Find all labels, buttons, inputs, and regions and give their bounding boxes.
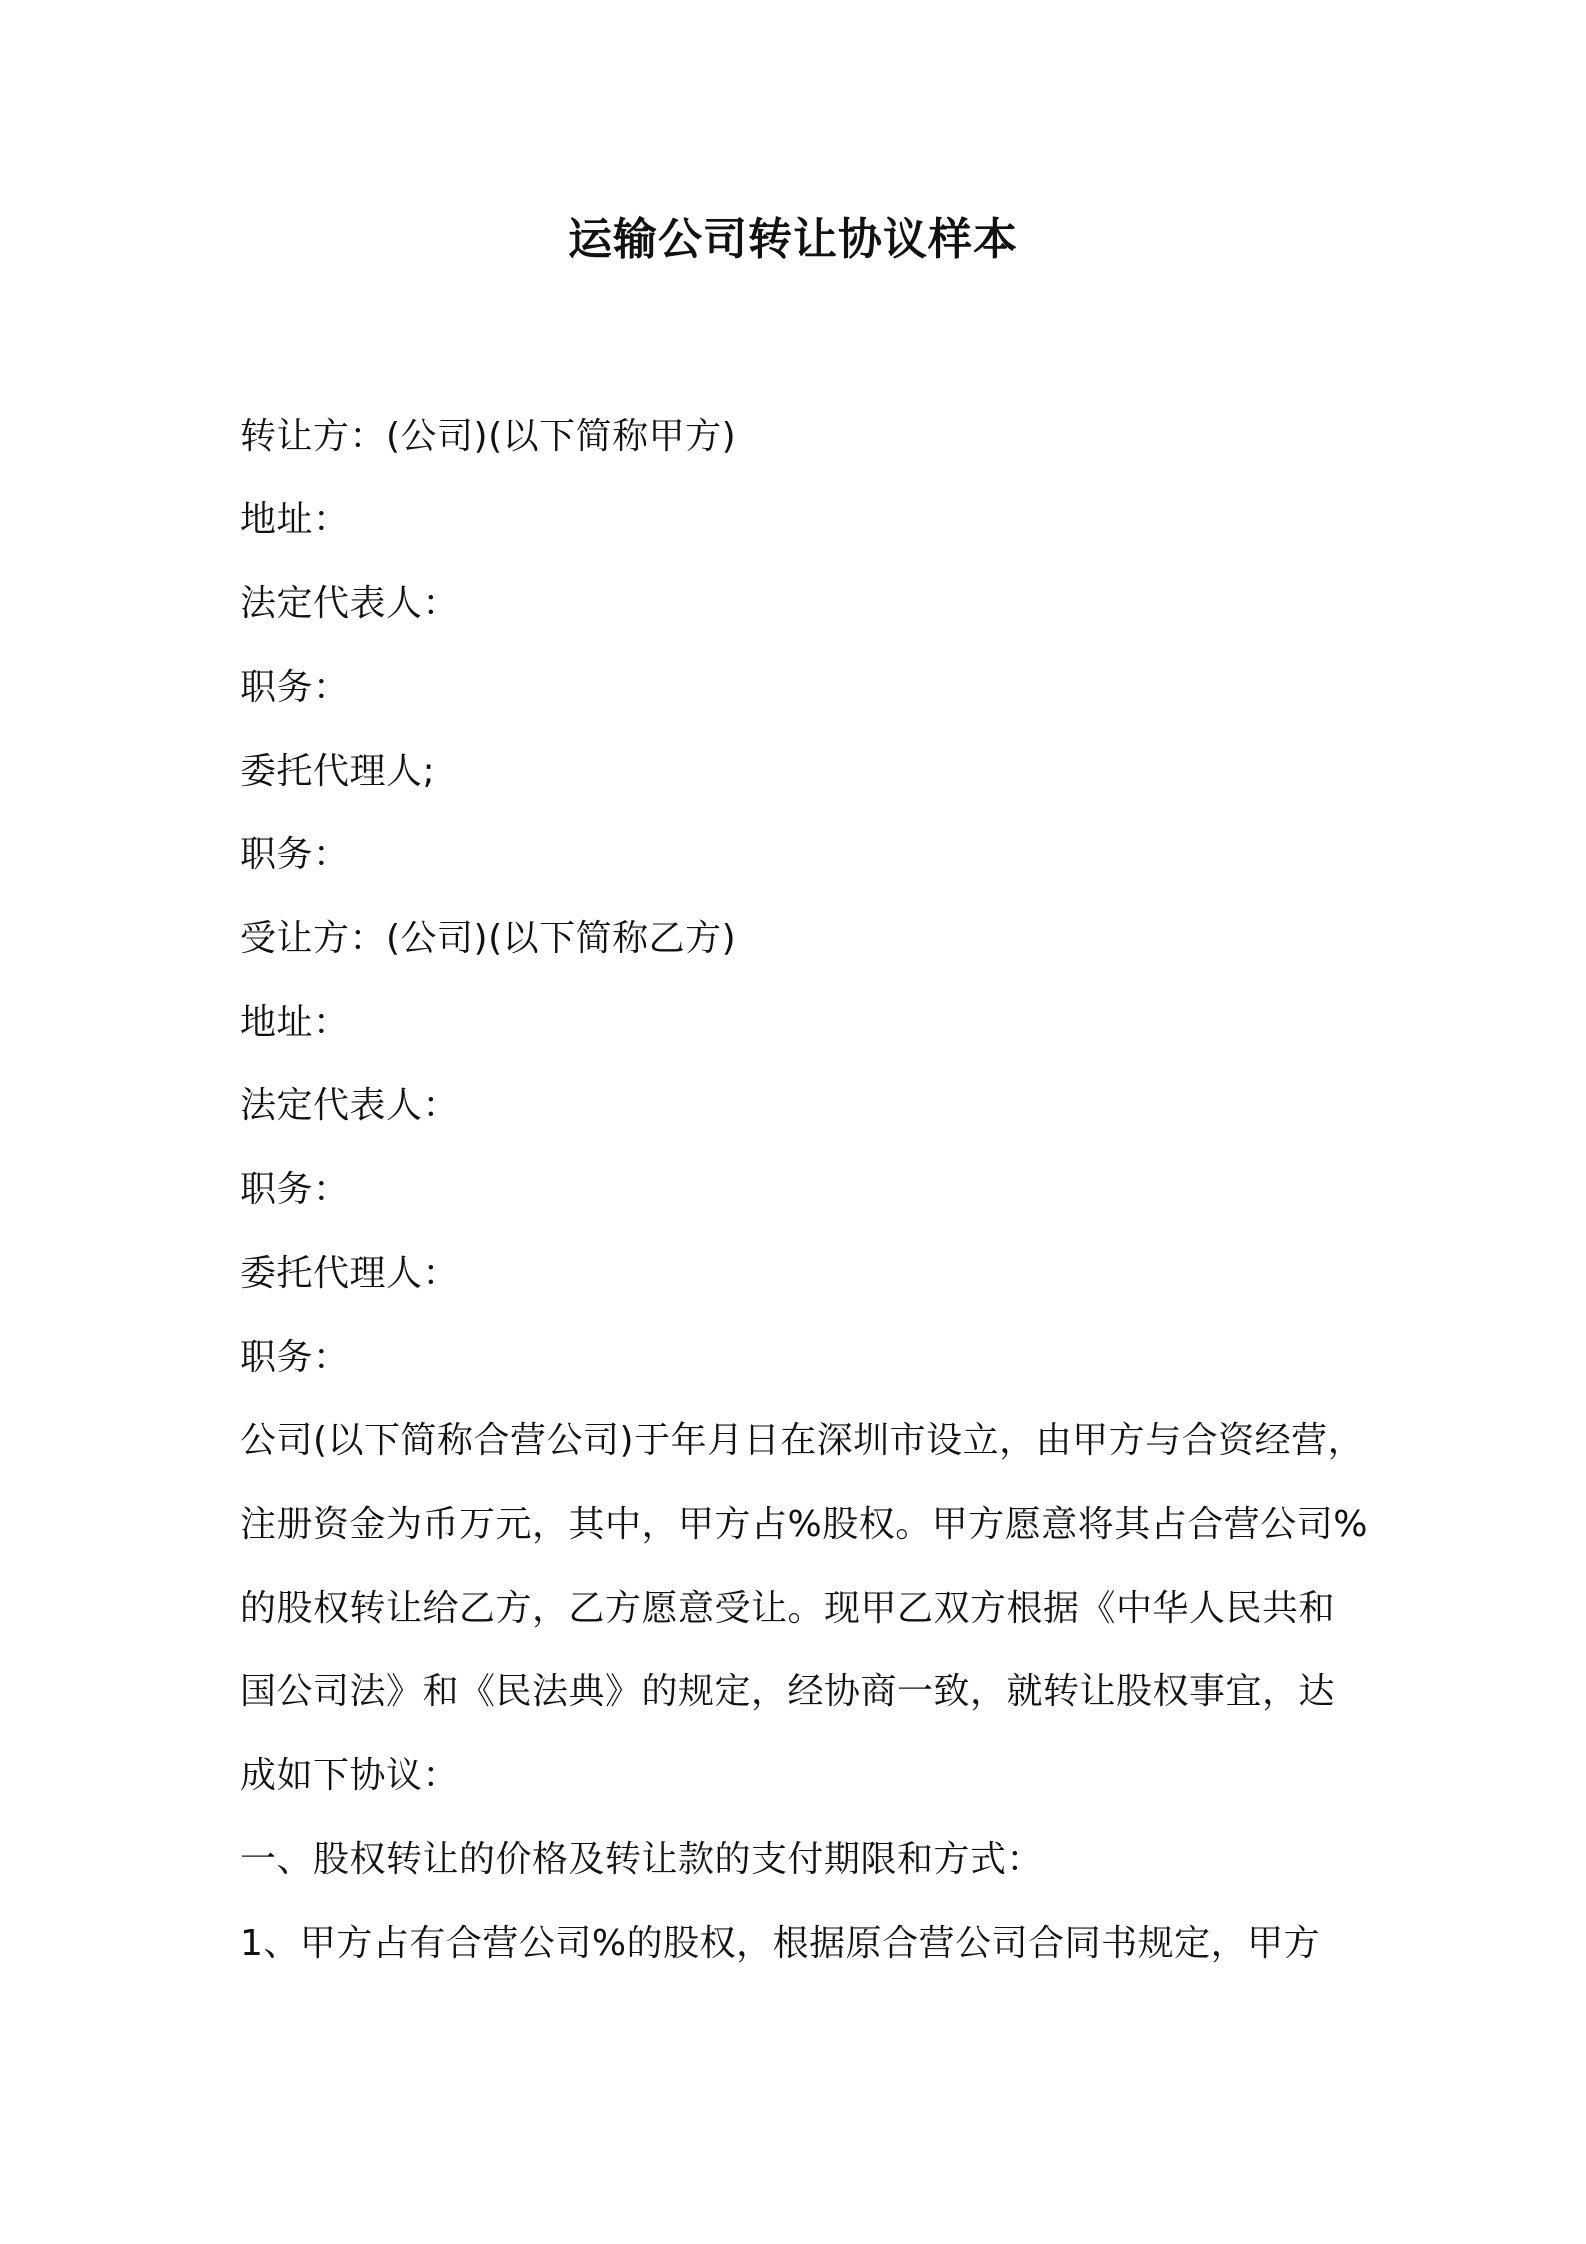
- document-title: 运输公司转让协议样本: [568, 214, 1018, 265]
- party-a-legal-rep: 法定代表人：: [240, 583, 460, 624]
- preamble-line: 国公司法》和《民法典》的规定，经协商一致，就转让股权事宜，达: [240, 1671, 1336, 1712]
- section-1-heading: 一、股权转让的价格及转让款的支付期限和方式：: [240, 1839, 1044, 1880]
- party-a-address: 地址：: [240, 499, 350, 540]
- party-a-agent: 委托代理人;: [240, 751, 436, 792]
- party-b-address: 地址：: [240, 1002, 350, 1043]
- party-a-agent-position: 职务：: [240, 834, 350, 875]
- clause-1-text: 1、甲方占有合营公司%的股权，根据原合营公司合同书规定，甲方: [240, 1923, 1321, 1964]
- party-b-agent: 委托代理人：: [240, 1253, 460, 1294]
- preamble-line: 公司(以下简称合营公司)于年月日在深圳市设立，由甲方与合资经营，: [240, 1420, 1365, 1461]
- preamble-line: 的股权转让给乙方，乙方愿意受让。现甲乙双方根据《中华人民共和: [240, 1588, 1336, 1629]
- party-b-label: 受让方：(公司)(以下简称乙方): [240, 918, 737, 959]
- party-b-agent-position: 职务：: [240, 1337, 350, 1378]
- preamble-line: 成如下协议：: [240, 1755, 460, 1796]
- preamble-line: 注册资金为币万元，其中，甲方占%股权。甲方愿意将其占合营公司%: [240, 1504, 1368, 1545]
- party-b-position: 职务：: [240, 1169, 350, 1210]
- party-a-position: 职务：: [240, 667, 350, 708]
- party-a-label: 转让方：(公司)(以下简称甲方): [240, 416, 737, 457]
- party-b-legal-rep: 法定代表人：: [240, 1085, 460, 1126]
